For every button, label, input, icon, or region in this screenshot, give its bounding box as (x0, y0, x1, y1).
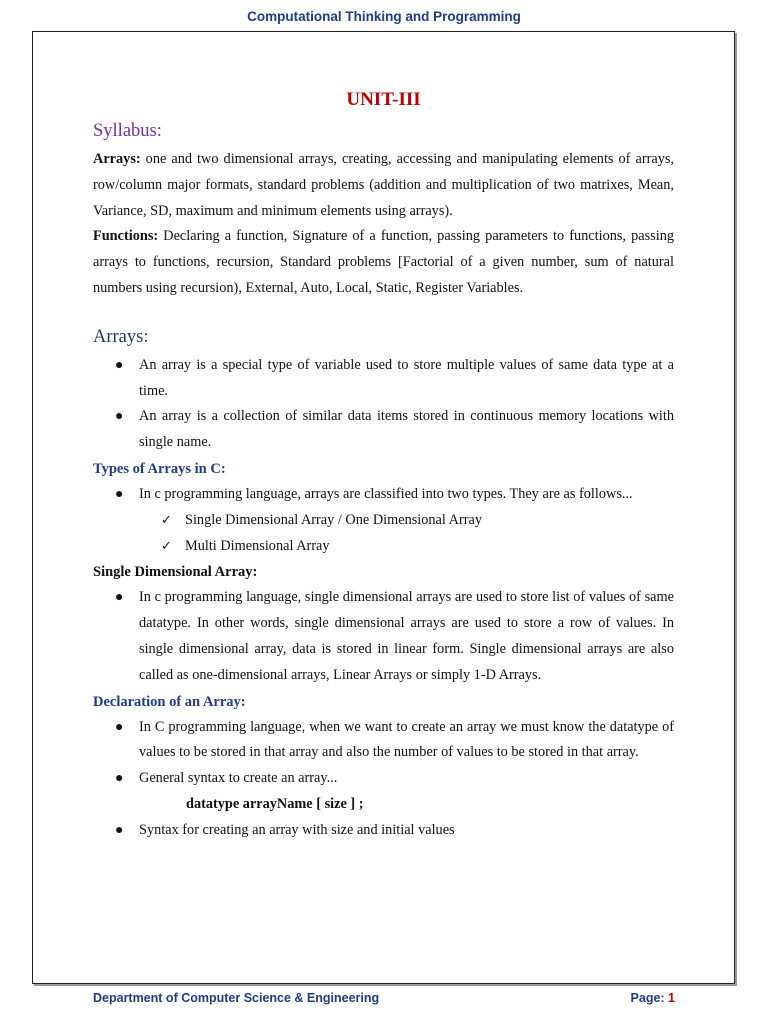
syllabus-functions-label: Functions: (93, 228, 159, 245)
list-item-text: In C programming language, when we want to create an array we must know the datatype of values to be stored in that array and also the number of values to be stored in that array. (139, 718, 674, 761)
bullet-icon: ● (115, 822, 124, 838)
bullet-icon: ● (115, 590, 124, 606)
list-item-text: General syntax to create an array... (139, 770, 338, 787)
list-item-text: An array is a collection of similar data items stored in continuous memory locations with single name. (139, 408, 674, 451)
bullet-icon: ● (115, 771, 124, 787)
syllabus-functions-text: Declaring a function, Signature of a function, passing parameters to functions, passing arrays to functions, recursion, Standard problems [Factorial of a given number, sum of natural numbers using recursion), External, Auto, Local, Static, Register Variables. (93, 228, 674, 296)
syllabus-arrays-text: one and two dimensional arrays, creating, accessing and manipulating elements of arrays, row/column major formats, standard problems (addition and multiplication of two matrixes, Mean, Variance, SD, maximum and minimum elements using arrays). (93, 151, 674, 219)
checkmark-icon: ✓ (161, 512, 172, 528)
check-item-text: Single Dimensional Array / One Dimensional Array (185, 511, 483, 528)
types-heading: Types of Arrays in C: (93, 460, 226, 477)
page-content (93, 88, 674, 844)
checkmark-icon: ✓ (161, 538, 172, 554)
syllabus-functions-paragraph (93, 224, 674, 301)
running-header: Computational Thinking and Programming (247, 9, 521, 24)
list-item-text: Syntax for creating an array with size and initial values (139, 821, 455, 838)
footer-department: Department of Computer Science & Engineering (93, 991, 380, 1005)
arrays-heading: Arrays: (93, 326, 149, 347)
check-item-text: Multi Dimensional Array (185, 537, 330, 554)
list-item-text: In c programming language, arrays are classified into two types. They are as follows... (139, 485, 633, 502)
list-item (93, 818, 674, 844)
bullet-icon: ● (115, 357, 124, 373)
types-check-list (93, 508, 674, 560)
list-item (93, 353, 674, 405)
check-item (93, 534, 674, 560)
syllabus-arrays-label: Arrays: (93, 151, 141, 167)
bullet-icon: ● (115, 719, 124, 735)
running-footer (93, 991, 675, 1005)
list-item (93, 404, 674, 456)
check-item (93, 508, 674, 534)
arrays-bullet-list (93, 353, 674, 456)
footer-page-label: Page: (630, 991, 669, 1005)
single-dimensional-heading: Single Dimensional Array: (93, 564, 258, 581)
types-bullet-list (93, 482, 674, 508)
list-item (93, 585, 674, 688)
list-item-text: An array is a special type of variable used to store multiple values of same data type at a time. (139, 356, 674, 399)
footer-page-number: 1 (668, 991, 675, 1005)
syllabus-arrays-paragraph (93, 147, 674, 224)
list-item (93, 766, 674, 792)
section-spacer (93, 302, 674, 325)
declaration-heading: Declaration of an Array: (93, 693, 246, 710)
declaration-bullet-list-2 (93, 818, 674, 844)
syntax-code-line: datatype arrayName [ size ] ; (186, 795, 364, 812)
single-bullet-list (93, 585, 674, 688)
bullet-icon: ● (115, 409, 124, 425)
list-item (93, 715, 674, 767)
list-item-text: In c programming language, single dimensional arrays are used to store list of values of same datatype. In other words, single dimensional arrays are used to store a row of values. In single dimensional array, data is stored in linear form. Single dimensional arrays are also called as one-dimensional arrays, Linear Arrays or simply 1-D Arrays. (139, 589, 674, 683)
declaration-bullet-list (93, 715, 674, 792)
unit-title: UNIT-III (346, 89, 421, 110)
footer-page (631, 991, 675, 1005)
bullet-icon: ● (115, 486, 124, 502)
list-item (93, 482, 674, 508)
syllabus-heading: Syllabus: (93, 121, 162, 141)
